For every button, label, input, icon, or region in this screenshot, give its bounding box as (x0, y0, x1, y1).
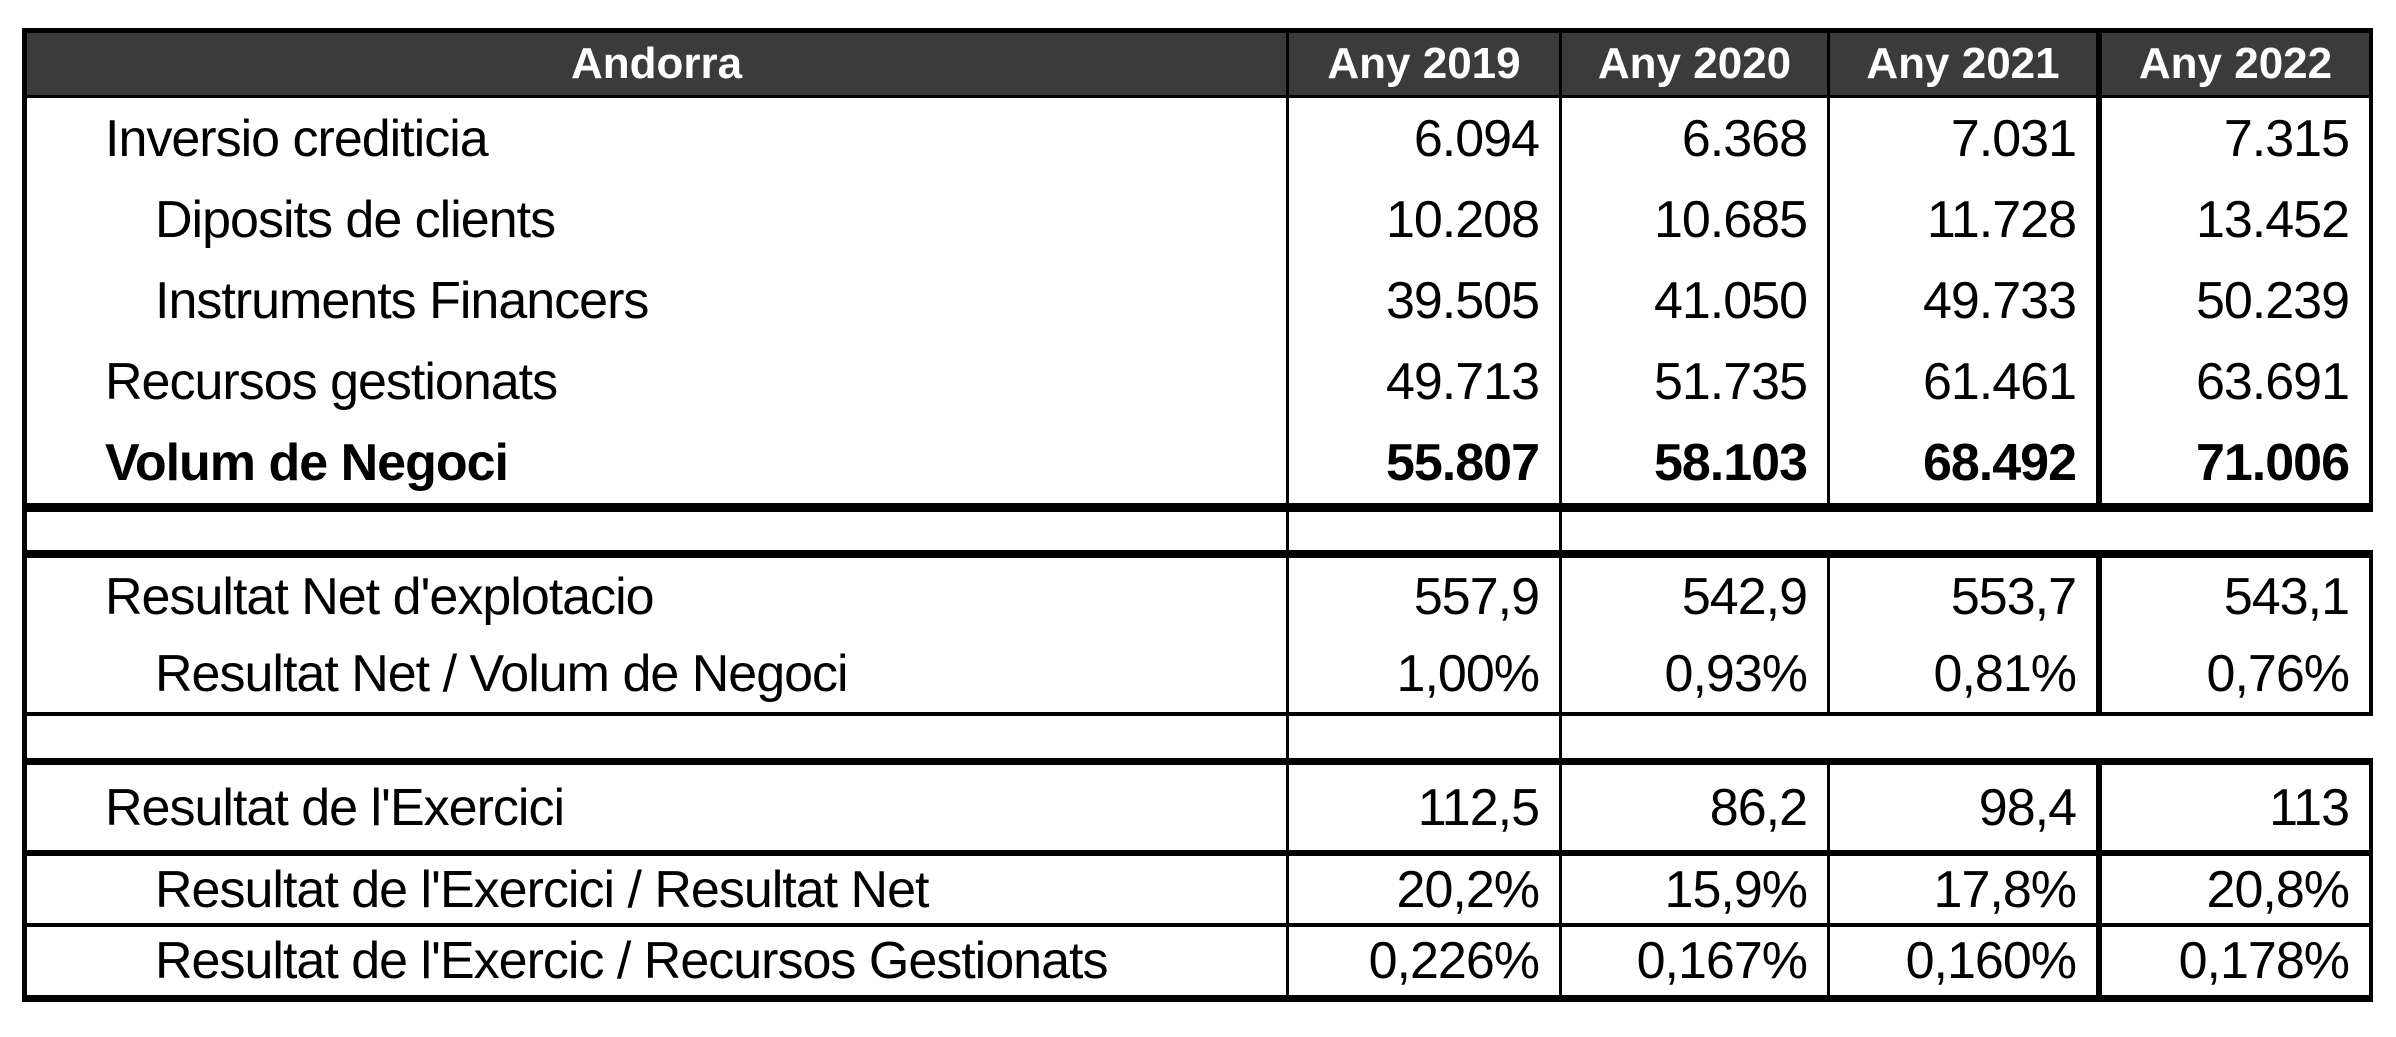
row-label: Resultat Net d'explotacio (27, 558, 1289, 635)
table-row (27, 927, 2373, 1002)
value-cell: 58.103 (1562, 422, 1830, 503)
table-row (27, 765, 2373, 856)
table-row (27, 558, 2373, 635)
value-cell: 543,1 (2102, 558, 2373, 635)
value-cell: 10.685 (1562, 179, 1830, 260)
header-cell-region: Andorra (27, 33, 1289, 95)
spacer-cell (2102, 716, 2373, 758)
table-row (27, 635, 2373, 716)
financial-table (22, 28, 2373, 1002)
spacer-cell (27, 512, 1289, 550)
value-cell: 557,9 (1289, 558, 1562, 635)
value-cell: 553,7 (1830, 558, 2102, 635)
value-cell: 63.691 (2102, 341, 2373, 422)
table-row (27, 260, 2373, 341)
value-cell: 7.031 (1830, 98, 2102, 179)
value-cell: 61.461 (1830, 341, 2102, 422)
value-cell: 542,9 (1562, 558, 1830, 635)
table-row (27, 98, 2373, 179)
row-label: Resultat de l'Exercici / Resultat Net (27, 856, 1289, 923)
header-cell-year-2022: Any 2022 (2102, 33, 2373, 95)
value-cell: 71.006 (2102, 422, 2373, 503)
row-label: Resultat de l'Exercici (27, 765, 1289, 850)
value-cell: 6.368 (1562, 98, 1830, 179)
value-cell: 0,167% (1562, 927, 1830, 995)
value-cell: 113 (2102, 765, 2373, 850)
value-cell: 20,8% (2102, 856, 2373, 923)
row-label: Resultat de l'Exercic / Recursos Gestionats (27, 927, 1289, 995)
spacer-cell (1830, 512, 2102, 550)
value-cell: 86,2 (1562, 765, 1830, 850)
value-cell: 49.733 (1830, 260, 2102, 341)
row-label: Volum de Negoci (27, 422, 1289, 503)
spacer-cell (1562, 716, 1830, 758)
row-label: Inversio crediticia (27, 98, 1289, 179)
value-cell: 11.728 (1830, 179, 2102, 260)
value-cell: 41.050 (1562, 260, 1830, 341)
spacer-cell (2102, 512, 2373, 550)
spacer-row (27, 716, 2373, 765)
table-row (27, 179, 2373, 260)
value-cell: 17,8% (1830, 856, 2102, 923)
value-cell: 39.505 (1289, 260, 1562, 341)
value-cell: 0,160% (1830, 927, 2102, 995)
value-cell: 55.807 (1289, 422, 1562, 503)
value-cell: 98,4 (1830, 765, 2102, 850)
value-cell: 0,76% (2102, 635, 2373, 712)
value-cell: 1,00% (1289, 635, 1562, 712)
row-label: Instruments Financers (27, 260, 1289, 341)
row-label: Recursos gestionats (27, 341, 1289, 422)
row-label: Resultat Net / Volum de Negoci (27, 635, 1289, 712)
value-cell: 6.094 (1289, 98, 1562, 179)
spacer-cell (1289, 716, 1562, 758)
value-cell: 10.208 (1289, 179, 1562, 260)
value-cell: 20,2% (1289, 856, 1562, 923)
value-cell: 0,93% (1562, 635, 1830, 712)
spacer-cell (1562, 512, 1830, 550)
header-cell-year-2019: Any 2019 (1289, 33, 1562, 95)
table-row (27, 422, 2373, 512)
value-cell: 0,226% (1289, 927, 1562, 995)
value-cell: 15,9% (1562, 856, 1830, 923)
table-row (27, 341, 2373, 422)
spacer-cell (27, 716, 1289, 758)
spacer-cell (1289, 512, 1562, 550)
value-cell: 13.452 (2102, 179, 2373, 260)
value-cell: 7.315 (2102, 98, 2373, 179)
value-cell: 50.239 (2102, 260, 2373, 341)
table-row (27, 856, 2373, 927)
value-cell: 0,81% (1830, 635, 2102, 712)
spacer-row (27, 512, 2373, 558)
header-cell-year-2020: Any 2020 (1562, 33, 1830, 95)
value-cell: 49.713 (1289, 341, 1562, 422)
value-cell: 68.492 (1830, 422, 2102, 503)
value-cell: 0,178% (2102, 927, 2373, 995)
header-cell-year-2021: Any 2021 (1830, 33, 2102, 95)
table-header-row (27, 28, 2373, 98)
spacer-cell (1830, 716, 2102, 758)
value-cell: 112,5 (1289, 765, 1562, 850)
value-cell: 51.735 (1562, 341, 1830, 422)
row-label: Diposits de clients (27, 179, 1289, 260)
